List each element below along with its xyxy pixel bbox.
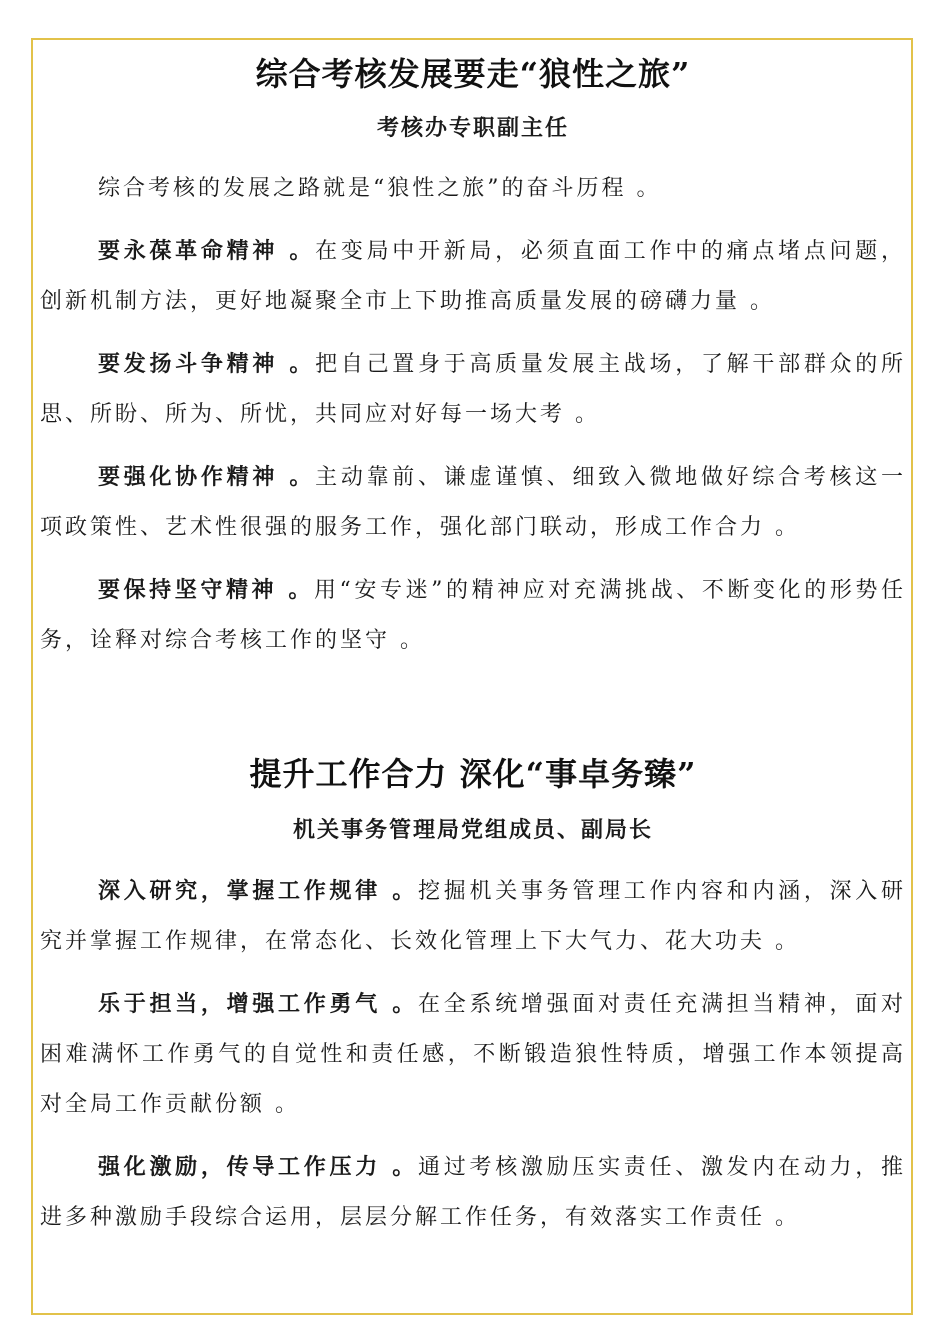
section1-intro: 综合考核的发展之路就是“狼性之旅”的奋斗历程 。	[98, 176, 662, 201]
point-lead: 深入研究，掌握工作规律 。	[98, 878, 419, 904]
section2-point-1	[40, 866, 906, 967]
point-text: 主动靠前、谦虚谨慎、细致入微地做好综合考核这一项政策性、艺术性很强的服务工作，强化部门联动，形成工作合力 。	[40, 465, 906, 540]
section2-point-2	[40, 979, 906, 1130]
section1-point-4	[40, 565, 906, 666]
point-text: 在变局中开新局，必须直面工作中的痛点堵点问题，创新机制方法，更好地凝聚全市上下助推高质量发展的磅礴力量 。	[40, 239, 906, 314]
point-lead: 要强化协作精神 。	[98, 464, 316, 490]
point-text: 通过考核激励压实责任、激发内在动力，推进多种激励手段综合运用，层层分解工作任务，有效落实工作责任 。	[40, 1155, 906, 1230]
section1-title: 综合考核发展要走“狼性之旅”	[255, 55, 691, 93]
point-text: 在全系统增强面对责任充满担当精神，面对困难满怀工作勇气的自觉性和责任感，不断锻造狼性特质，增强工作本领提高对全局工作贡献份额 。	[40, 992, 906, 1117]
section1-point-2	[40, 339, 906, 440]
section1-point-3	[40, 452, 906, 553]
point-lead: 要永葆革命精神 。	[98, 238, 316, 264]
section1-author: 考核办专职副主任	[376, 115, 569, 141]
point-text: 用“安专迷”的精神应对充满挑战、不断变化的形势任务，诠释对综合考核工作的坚守 。	[40, 578, 906, 653]
section1-point-1	[40, 226, 906, 327]
point-lead: 强化激励，传导工作压力 。	[98, 1154, 419, 1180]
section2-point-3	[40, 1142, 906, 1243]
point-lead: 乐于担当，增强工作勇气 。	[98, 991, 419, 1017]
point-text: 挖掘机关事务管理工作内容和内涵，深入研究并掌握工作规律，在常态化、长效化管理上下大气力、花大功夫 。	[40, 879, 906, 954]
section2-author: 机关事务管理局党组成员、副局长	[292, 817, 653, 843]
document-body	[40, 40, 906, 1243]
point-lead: 要保持坚守精神 。	[98, 577, 314, 603]
point-lead: 要发扬斗争精神 。	[98, 351, 316, 377]
section2-title: 提升工作合力 深化“事卓务臻”	[249, 755, 697, 793]
point-text: 把自己置身于高质量发展主战场，了解干部群众的所思、所盼、所为、所忧，共同应对好每一场大考 。	[40, 352, 906, 427]
